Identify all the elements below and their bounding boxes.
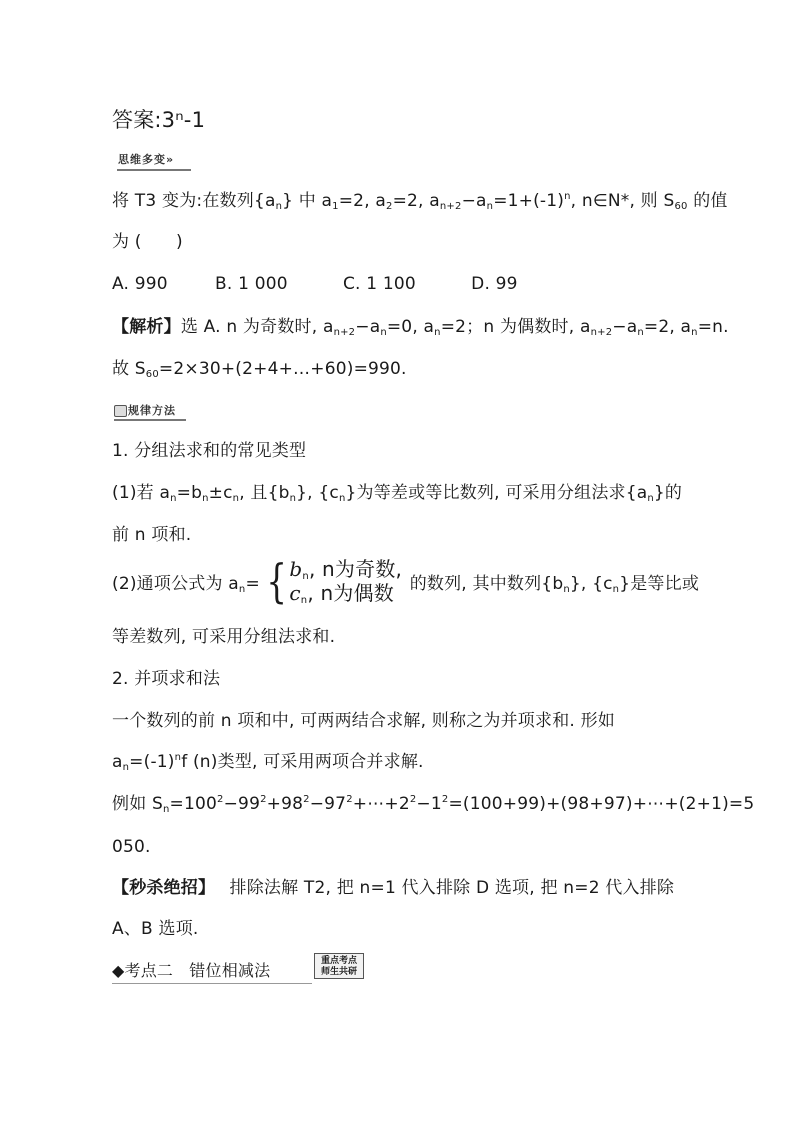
case-even: $c_n$, n为偶数 bbox=[289, 581, 394, 606]
option-b: B. 1 000 bbox=[215, 274, 288, 294]
jiexi-line: 【解析】选 A. n 为奇数时, $a_{n+2}-a_n=0$, $a_n=2$；n 为偶数时, $a_{n+2}-a_n=2$, $a_n=n$. bbox=[112, 317, 729, 338]
options-row bbox=[112, 272, 518, 296]
option-c: C. 1 100 bbox=[342, 274, 416, 294]
kaodian-badge: 重点考点 师生共研 bbox=[314, 953, 364, 979]
case-odd: $b_n$, n为奇数, bbox=[289, 557, 403, 582]
example-line: 例如 $S_n=100^2-99^2+98^2-97^2+\cdots+2^2-1^2=(100+99)+(98+97)+\cdots+(2+1)=5$ bbox=[112, 794, 755, 815]
gu-line: 故 $S_{60}=2\times 30+(2+4+\dots+60)=990$. bbox=[112, 359, 407, 380]
jiexi-label: 【解析】 bbox=[112, 317, 181, 337]
miaosha-label: 【秒杀绝招】 bbox=[112, 878, 207, 898]
rule-3: 一个数列的前 n 项和中, 可两两结合求解, 则称之为并项求和. 形如 bbox=[112, 711, 616, 731]
heading-2: 2. 并项求和法 bbox=[112, 669, 221, 689]
miaosha-line-cont: A、B 选项. bbox=[112, 919, 199, 939]
piecewise-formula: { $b_n$, n为奇数, $c_n$, n为偶数 bbox=[266, 554, 403, 608]
rule-4: $a_n=(-1)^nf$ (n)类型, 可采用两项合并求解. bbox=[112, 752, 424, 773]
badge-underline bbox=[117, 169, 191, 171]
problem-statement: 将 T3 变为:在数列$\{a_n\}$ 中 $a_1=2$, $a_2=2$, $a_{n+2}-a_n=1+(-1)^n$, n∈N*, 则 $S_{60}$ 的值 bbox=[112, 191, 728, 212]
badge-underline-2 bbox=[114, 419, 186, 421]
rule-1: (1)若 $a_n=b_n\pm c_n$, 且$\{b_n\}$, $\{c_n\}$为等差或等比数列, 可采用分组法求$\{a_n\}$的 bbox=[112, 483, 683, 504]
example-line-cont: 050. bbox=[112, 837, 151, 857]
option-a: A. 990 bbox=[112, 274, 168, 294]
badge-guilv-fangfa: 规律方法 bbox=[128, 404, 176, 417]
problem-statement-cont: 为 ( ) bbox=[112, 232, 183, 252]
rule-2-cont: 等差数列, 可采用分组法求和. bbox=[112, 627, 336, 647]
badge-siwei-duobian: 思维多变» bbox=[118, 153, 175, 166]
kaodian-underline bbox=[112, 983, 312, 984]
rule-2: (2)通项公式为 $a_n=$ { $b_n$, n为奇数, $c_n$, n为偶数 的数列, 其中数列$\{b_n\}$, $\{c_n\}$是等比或 bbox=[112, 554, 700, 608]
answer-line: 答案:3ⁿ-1 bbox=[112, 108, 206, 132]
miaosha-line: 【秒杀绝招】 排除法解 T2, 把 n=1 代入排除 D 选项, 把 n=2 代入排除 bbox=[112, 878, 675, 898]
heading-1: 1. 分组法求和的常见类型 bbox=[112, 441, 307, 461]
rule-1-cont: 前 n 项和. bbox=[112, 525, 192, 545]
method-icon bbox=[114, 405, 127, 417]
kaodian-heading: ◆考点二 错位相减法 bbox=[112, 961, 271, 980]
option-d: D. 99 bbox=[471, 274, 518, 294]
